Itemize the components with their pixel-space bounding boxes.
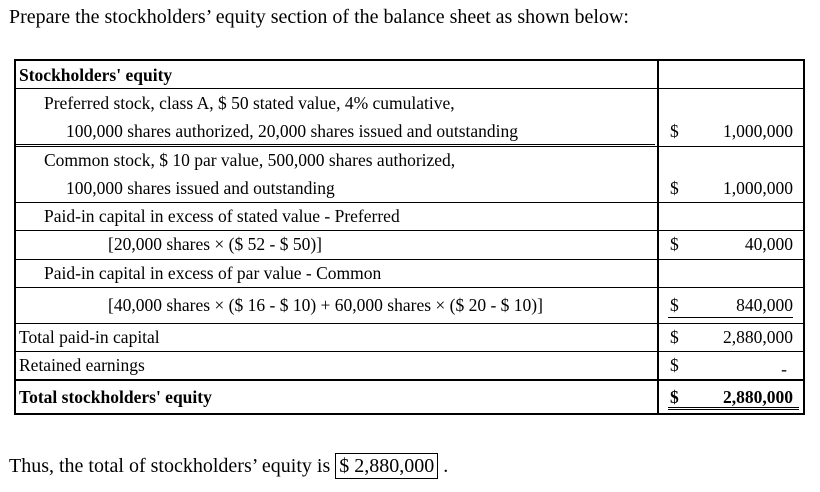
preferred-stock-currency: $ (670, 121, 679, 141)
total-equity-amount: 2,880,000 (723, 387, 793, 407)
total-equity-currency: $ (670, 387, 679, 407)
total-paid-in-amount: 2,880,000 (723, 327, 793, 347)
retained-earnings-amount: - (781, 359, 787, 379)
row-divider (16, 88, 803, 89)
row-divider (16, 146, 803, 147)
row-divider (16, 230, 803, 231)
apic-common-calculation: [40,000 shares × ($ 16 - $ 10) + 60,000 shares × ($ 20 - $ 10)] (108, 295, 543, 315)
row-divider (16, 287, 803, 288)
total-paid-in-label: Total paid-in capital (19, 327, 160, 347)
retained-earnings-label: Retained earnings (19, 355, 145, 375)
row-divider (16, 259, 803, 260)
row-divider (16, 144, 655, 145)
common-stock-detail: 100,000 shares issued and outstanding (66, 178, 335, 198)
row-divider (16, 323, 803, 324)
apic-common-label: Paid-in capital in excess of par value - Common (44, 263, 382, 283)
total-equity-label: Total stockholders' equity (19, 387, 212, 407)
apic-common-currency: $ (670, 295, 679, 315)
common-stock-currency: $ (670, 178, 679, 198)
retained-earnings-currency: $ (670, 355, 679, 375)
table-header: Stockholders' equity (19, 65, 173, 85)
common-stock-amount: 1,000,000 (723, 178, 793, 198)
column-divider (657, 61, 659, 413)
preferred-stock-detail: 100,000 shares authorized, 20,000 shares issued and outstanding (66, 121, 519, 141)
row-divider (16, 351, 803, 352)
intro-text: Prepare the stockholders’ equity section of the balance sheet as shown below: (9, 6, 629, 28)
conclusion-sentence (9, 453, 448, 479)
common-stock-label: Common stock, $ 10 par value, 500,000 shares authorized, (44, 150, 456, 170)
row-divider (16, 379, 803, 381)
apic-preferred-calculation: [20,000 shares × ($ 52 - $ 50)] (108, 234, 322, 254)
apic-preferred-currency: $ (670, 234, 679, 254)
apic-preferred-label: Paid-in capital in excess of stated value - Preferred (44, 206, 400, 226)
stockholders-equity-table (14, 59, 805, 415)
boxed-answer: $ 2,880,000 (335, 453, 438, 479)
total-paid-in-currency: $ (670, 327, 679, 347)
apic-preferred-amount: 40,000 (744, 234, 793, 254)
conclusion-prefix: Thus, the total of stockholders’ equity is (9, 455, 331, 477)
conclusion-period: . (443, 455, 449, 477)
subtotal-underline (668, 317, 793, 318)
preferred-stock-label: Preferred stock, class A, $ 50 stated value, 4% cumulative, (44, 93, 455, 113)
preferred-stock-amount: 1,000,000 (723, 121, 793, 141)
total-double-underline (668, 407, 799, 410)
apic-common-amount: 840,000 (736, 295, 793, 315)
row-divider (16, 202, 803, 203)
